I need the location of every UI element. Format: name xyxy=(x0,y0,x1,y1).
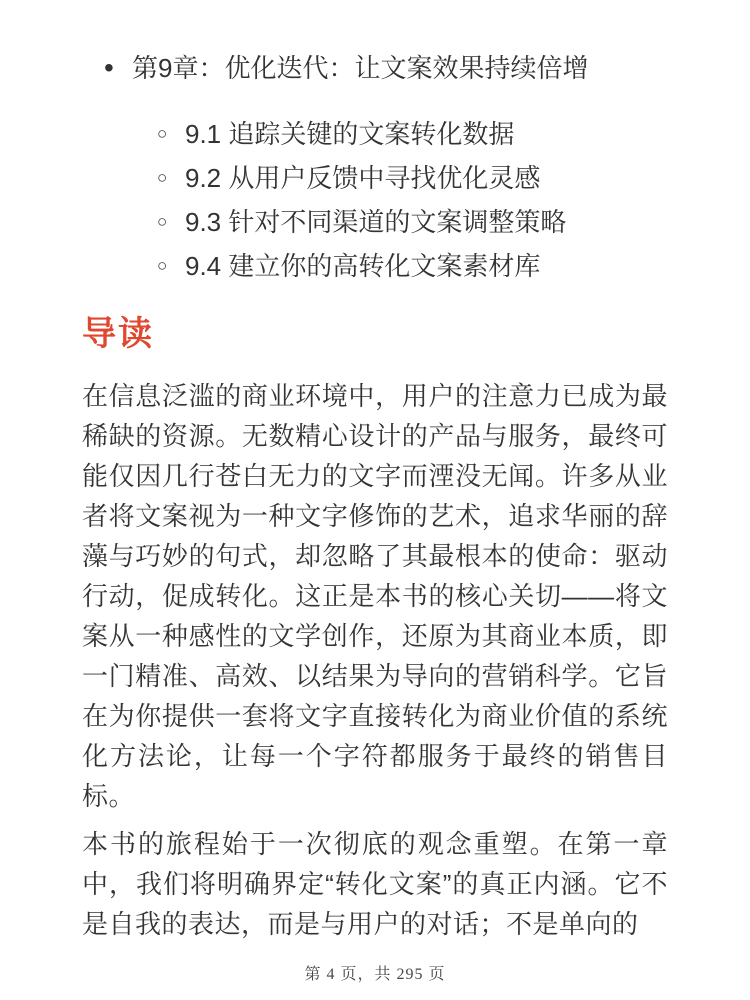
toc-chapter-item xyxy=(82,46,668,90)
toc-section-label: 9.3 针对不同渠道的文案调整策略 xyxy=(185,207,567,237)
toc-section-list xyxy=(82,112,668,288)
toc-section-item xyxy=(82,200,668,244)
guide-paragraph: 在信息泛滥的商业环境中，用户的注意力已成为最稀缺的资源。无数精心设计的产品与服务，最终可能仅因几行苍白无力的文字而湮没无闻。许多从业者将文案视为一种文字修饰的艺术，追求华丽的辞藻与巧妙的句式，却忽略了其最根本的使命：驱动行动，促成转化。这正是本书的核心关切——将文案从一种感性的文学创作，还原为其商业本质，即一门精准、高效、以结果为导向的营销科学。它旨在为你提供一套将文字直接转化为商业价值的系统化方法论，让每一个字符都服务于最终的销售目标。 xyxy=(82,381,668,811)
table-of-contents xyxy=(82,46,668,288)
guide-section-heading: 导读 xyxy=(82,315,154,353)
guide-paragraph: 本书的旅程始于一次彻底的观念重塑。在第一章中，我们将明确界定“转化文案”的真正内涵。它不是自我的表达，而是与用户的对话；不是单向的 xyxy=(82,829,668,939)
toc-section-label: 9.2 从用户反馈中寻找优化灵感 xyxy=(185,163,541,193)
toc-section-label: 9.1 追踪关键的文案转化数据 xyxy=(185,119,515,149)
bullet-circle-icon: ○ xyxy=(157,124,168,143)
bullet-circle-icon: ○ xyxy=(157,212,168,231)
toc-section-label: 9.4 建立你的高转化文案素材库 xyxy=(185,251,541,281)
toc-section-item xyxy=(82,112,668,156)
bullet-disc-icon: • xyxy=(104,52,114,83)
toc-section-item xyxy=(82,244,668,288)
bullet-circle-icon: ○ xyxy=(157,168,168,187)
bullet-circle-icon: ○ xyxy=(157,256,168,275)
toc-chapter-label: 第9章：优化迭代：让文案效果持续倍增 xyxy=(132,53,589,83)
page-number-indicator: 第 4 页，共 295 页 xyxy=(304,966,446,983)
toc-section-item xyxy=(82,156,668,200)
